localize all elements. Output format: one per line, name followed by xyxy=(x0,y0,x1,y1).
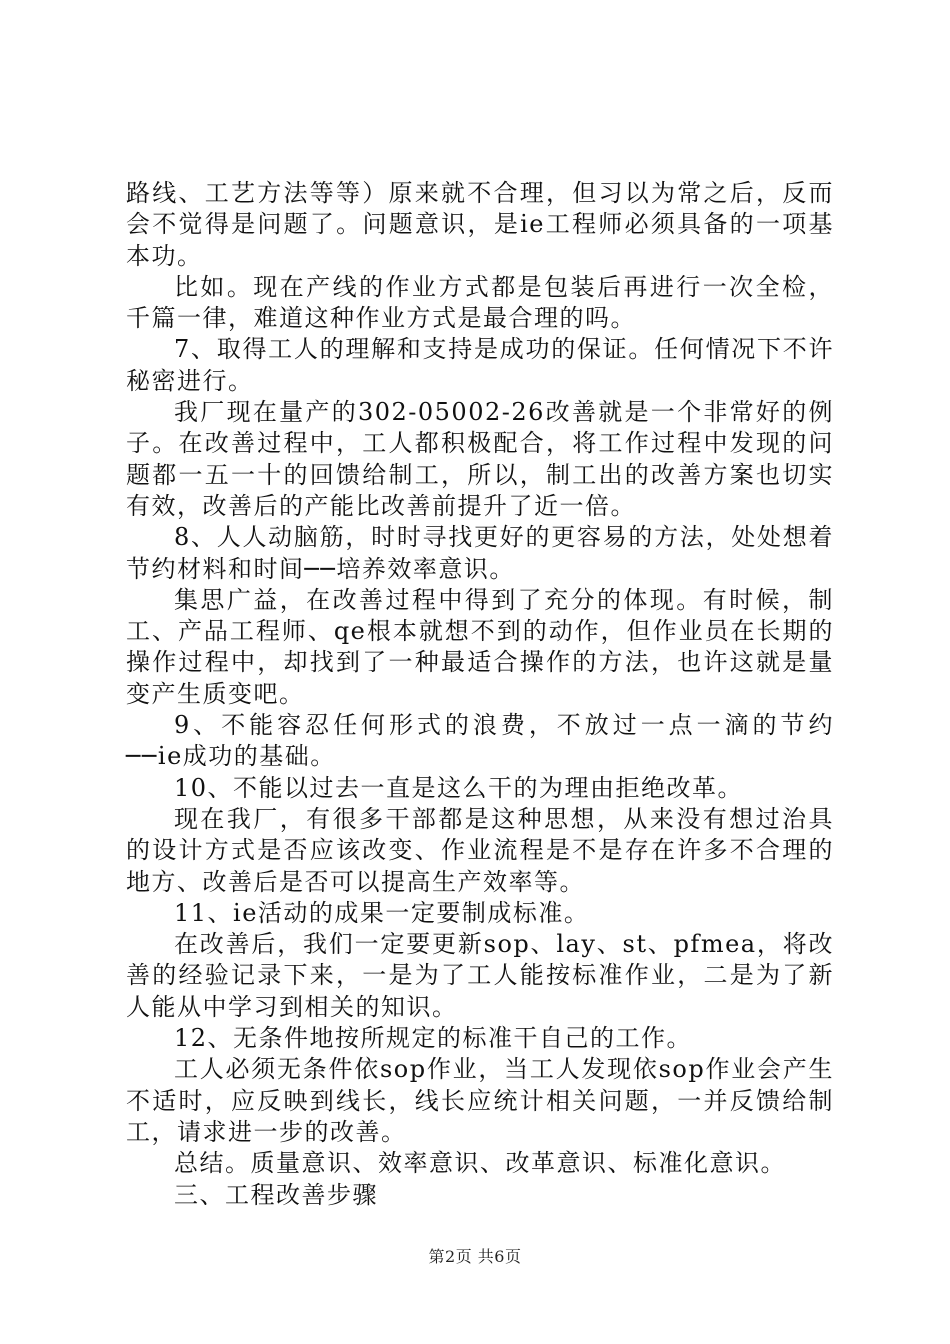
paragraph: 在改善后，我们一定要更新sop、lay、st、pfmea，将改善的经验记录下来，一是为了工人能按标准作业，二是为了新人能从中学习到相关的知识。 xyxy=(126,930,834,1021)
numbered-heading: 10、不能以过去一直是这么干的为理由拒绝改革。 xyxy=(174,773,744,802)
paragraph: 现在我厂，有很多干部都是这种思想，从来没有想过治具的设计方式是否应该改变、作业流程是不是存在许多不合理的地方、改善后是否可以提高生产效率等。 xyxy=(126,804,834,896)
numbered-heading: 9、不能容忍任何形式的浪费，不放过一点一滴的节约──ie成功的基础。 xyxy=(126,711,834,771)
section-heading: 三、工程改善步骤 xyxy=(174,1180,378,1209)
numbered-heading: 11、ie活动的成果一定要制成标准。 xyxy=(174,898,590,927)
document-body xyxy=(126,178,834,1211)
numbered-heading: 12、无条件地按所规定的标准干自己的工作。 xyxy=(174,1024,693,1053)
numbered-heading: 7、取得工人的理解和支持是成功的保证。任何情况下不许秘密进行。 xyxy=(126,335,834,395)
page-number-footer: 第2页 共6页 xyxy=(428,1247,522,1266)
paragraph: 工人必须无条件依sop作业，当工人发现依sop作业会产生不适时，应反映到线长，线长应统计相关问题，一并反馈给制工，请求进一步的改善。 xyxy=(126,1055,834,1146)
paragraph: 我厂现在量产的302-05002-26改善就是一个非常好的例子。在改善过程中，工人都积极配合，将工作过程中发现的问题都一五一十的回馈给制工，所以，制工出的改善方案也切实有效，改善后的产能比改善前提升了近一倍。 xyxy=(126,398,834,520)
numbered-heading: 8、人人动脑筋，时时寻找更好的更容易的方法，处处想着节约材料和时间──培养效率意识。 xyxy=(126,523,834,583)
paragraph: 比如。现在产线的作业方式都是包装后再进行一次全检，千篇一律，难道这种作业方式是最合理的吗。 xyxy=(126,272,834,333)
paragraph-continuation: 路线、工艺方法等等）原来就不合理，但习以为常之后，反而会不觉得是问题了。问题意识，是ie工程师必须具备的一项基本功。 xyxy=(126,179,834,270)
summary-paragraph: 总结。质量意识、效率意识、改革意识、标准化意识。 xyxy=(174,1149,786,1178)
paragraph: 集思广益，在改善过程中得到了充分的体现。有时候，制工、产品工程师、qe根本就想不到的动作，但作业员在长期的操作过程中，却找到了一种最适合操作的方法，也许这就是量变产生质变吧。 xyxy=(126,585,834,708)
